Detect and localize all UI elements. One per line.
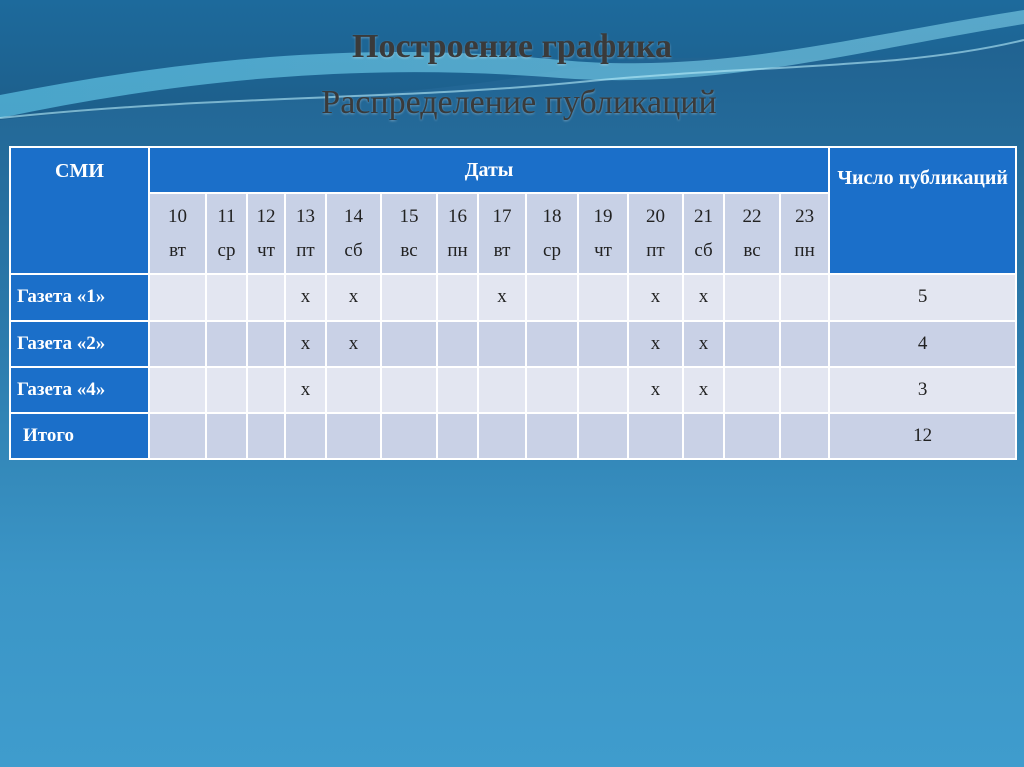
date-header bbox=[206, 193, 247, 274]
date-weekday: чт bbox=[594, 239, 612, 261]
publication-mark bbox=[206, 321, 247, 367]
publication-mark bbox=[285, 413, 326, 459]
header-media: СМИ bbox=[10, 147, 149, 274]
date-number: 10 bbox=[168, 205, 187, 227]
publication-mark bbox=[526, 321, 578, 367]
date-header bbox=[628, 193, 683, 274]
publication-mark: х bbox=[478, 274, 526, 320]
publication-mark: х bbox=[683, 274, 724, 320]
publication-mark bbox=[437, 274, 478, 320]
date-number: 21 bbox=[694, 205, 713, 227]
date-header bbox=[478, 193, 526, 274]
date-header bbox=[149, 193, 206, 274]
publication-mark bbox=[578, 413, 628, 459]
date-header bbox=[578, 193, 628, 274]
date-weekday: ср bbox=[543, 239, 561, 261]
publication-mark bbox=[206, 367, 247, 413]
publication-mark: х bbox=[326, 274, 381, 320]
date-number: 19 bbox=[593, 205, 613, 227]
publication-mark bbox=[478, 413, 526, 459]
publication-mark bbox=[247, 367, 285, 413]
publication-mark bbox=[381, 413, 437, 459]
date-header bbox=[724, 193, 780, 274]
date-header bbox=[683, 193, 724, 274]
publication-mark bbox=[247, 321, 285, 367]
header-dates: Даты bbox=[149, 147, 829, 193]
date-number: 12 bbox=[256, 205, 276, 227]
publication-mark bbox=[149, 367, 206, 413]
date-number: 15 bbox=[399, 205, 419, 227]
publications-table bbox=[9, 146, 1017, 460]
publication-mark bbox=[437, 321, 478, 367]
date-number: 11 bbox=[217, 205, 236, 227]
date-number: 23 bbox=[795, 205, 815, 227]
publication-mark bbox=[381, 274, 437, 320]
date-weekday: пн bbox=[794, 239, 815, 261]
slide-subtitle: Распределение публикаций bbox=[321, 84, 717, 121]
date-header bbox=[780, 193, 829, 274]
publication-mark: х bbox=[285, 321, 326, 367]
date-weekday: ср bbox=[217, 239, 236, 261]
publication-mark bbox=[724, 367, 780, 413]
row-media-name: Газета «2» bbox=[10, 321, 149, 367]
date-header bbox=[285, 193, 326, 274]
date-header bbox=[326, 193, 381, 274]
publication-mark bbox=[780, 367, 829, 413]
publication-mark: х bbox=[285, 367, 326, 413]
publication-mark bbox=[247, 413, 285, 459]
row-media-name: Газета «4» bbox=[10, 367, 149, 413]
date-number: 20 bbox=[646, 205, 665, 227]
publication-mark bbox=[247, 274, 285, 320]
header-count: Число публикаций bbox=[829, 147, 1016, 274]
publication-mark bbox=[780, 274, 829, 320]
date-header bbox=[381, 193, 437, 274]
publication-mark bbox=[780, 321, 829, 367]
publication-mark: х bbox=[683, 367, 724, 413]
publication-mark bbox=[437, 367, 478, 413]
date-weekday: пт bbox=[646, 239, 665, 261]
publication-mark bbox=[724, 413, 780, 459]
date-weekday: чт bbox=[257, 239, 275, 261]
publication-mark bbox=[578, 274, 628, 320]
publication-mark: х bbox=[628, 367, 683, 413]
publication-mark bbox=[381, 367, 437, 413]
publication-mark bbox=[526, 413, 578, 459]
publication-mark: х bbox=[628, 321, 683, 367]
row-count: 3 bbox=[829, 367, 1016, 413]
publication-mark bbox=[381, 321, 437, 367]
date-number: 18 bbox=[542, 205, 562, 227]
date-number: 22 bbox=[742, 205, 762, 227]
publication-mark bbox=[326, 413, 381, 459]
date-weekday: сб bbox=[344, 239, 363, 261]
row-media-name: Газета «1» bbox=[10, 274, 149, 320]
date-header bbox=[437, 193, 478, 274]
publication-mark bbox=[526, 367, 578, 413]
publication-mark bbox=[578, 367, 628, 413]
publication-mark bbox=[149, 321, 206, 367]
date-number: 16 bbox=[448, 205, 467, 227]
publication-mark bbox=[724, 274, 780, 320]
date-weekday: пт bbox=[296, 239, 315, 261]
date-number: 17 bbox=[492, 205, 512, 227]
publication-mark: х bbox=[285, 274, 326, 320]
publication-mark bbox=[478, 321, 526, 367]
row-media-name: Итого bbox=[10, 413, 149, 459]
publication-mark bbox=[149, 274, 206, 320]
publication-mark bbox=[437, 413, 478, 459]
publication-mark bbox=[724, 321, 780, 367]
row-count: 4 bbox=[829, 321, 1016, 367]
date-number: 14 bbox=[344, 205, 363, 227]
publication-mark: х bbox=[326, 321, 381, 367]
date-weekday: вс bbox=[743, 239, 761, 261]
date-weekday: вт bbox=[493, 239, 511, 261]
date-weekday: вс bbox=[400, 239, 418, 261]
publication-mark: х bbox=[628, 274, 683, 320]
row-count: 5 bbox=[829, 274, 1016, 320]
date-header bbox=[247, 193, 285, 274]
publication-mark bbox=[206, 274, 247, 320]
publication-mark: х bbox=[683, 321, 724, 367]
date-weekday: пн bbox=[447, 239, 468, 261]
date-header bbox=[526, 193, 578, 274]
publication-mark bbox=[326, 367, 381, 413]
table-row bbox=[10, 274, 1016, 320]
publication-mark bbox=[780, 413, 829, 459]
publication-mark bbox=[206, 413, 247, 459]
publication-mark bbox=[683, 413, 724, 459]
date-number: 13 bbox=[296, 205, 315, 227]
slide-title: Построение графика bbox=[352, 28, 672, 65]
table-row bbox=[10, 321, 1016, 367]
date-weekday: вт bbox=[169, 239, 186, 261]
date-weekday: сб bbox=[694, 239, 713, 261]
publication-mark bbox=[149, 413, 206, 459]
publication-mark bbox=[578, 321, 628, 367]
table-row bbox=[10, 367, 1016, 413]
row-count: 12 bbox=[829, 413, 1016, 459]
publication-mark bbox=[628, 413, 683, 459]
table-row bbox=[10, 413, 1016, 459]
publication-mark bbox=[478, 367, 526, 413]
publication-mark bbox=[526, 274, 578, 320]
